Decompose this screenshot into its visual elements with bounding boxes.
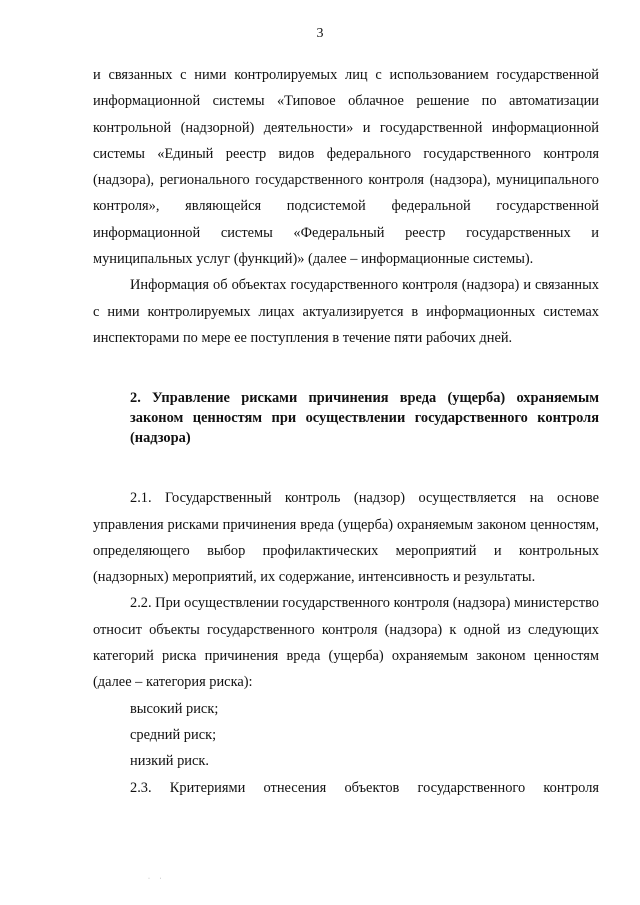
risk-level-low: низкий риск. xyxy=(130,753,209,770)
section-heading-risk-management: 2. Управление рисками причинения вреда (ущерба) охраняемым законом ценностям при осуществлении государственного контроля (надзора) xyxy=(130,390,599,447)
paragraph-2-1: 2.1. Государственный контроль (надзор) осуществляется на основе управления рисками причинения вреда (ущерба) охраняемым законом ценностям, определяющего выбор профилактических мероприятий и контрольных (надзорных) мероприятий, их содержание, интенсивность и результаты. xyxy=(93,490,599,586)
document-body xyxy=(93,62,599,801)
page-number: 3 xyxy=(316,26,324,41)
risk-level-high: высокий риск; xyxy=(130,700,219,717)
paragraph-continuation: и связанных с ними контролируемых лиц с использованием государственной информационной системы «Типовое облачное решение по автоматизации контрольной (надзорной) деятельности» и государственной информационной системы «Единый реестр видов федерального государственного контроля (надзора), регионального государственного контроля (надзора), муниципального контроля», являющейся подсистемой федеральной государственной информационной системы «Федеральный реестр государственных и муниципальных услуг (функций)» (далее – информационные системы). xyxy=(93,67,599,268)
risk-level-medium: средний риск; xyxy=(130,726,217,743)
paragraph-2-2: 2.2. При осуществлении государственного контроля (надзора) министерство относит объекты государственного контроля (надзора) к одной из следующих категорий риска причинения вреда (ущерба) охраняемым законом ценностям (далее – категория риска): xyxy=(93,595,599,691)
paragraph-2-3: 2.3. Критериями отнесения объектов государственного контроля xyxy=(130,779,599,796)
scan-specks: · · xyxy=(148,876,166,882)
paragraph-information-update: Информация об объектах государственного контроля (надзора) и связанных с ними контролируемых лицах актуализируется в информационных системах инспекторами по мере ее поступления в течение пяти рабочих дней. xyxy=(93,277,599,346)
